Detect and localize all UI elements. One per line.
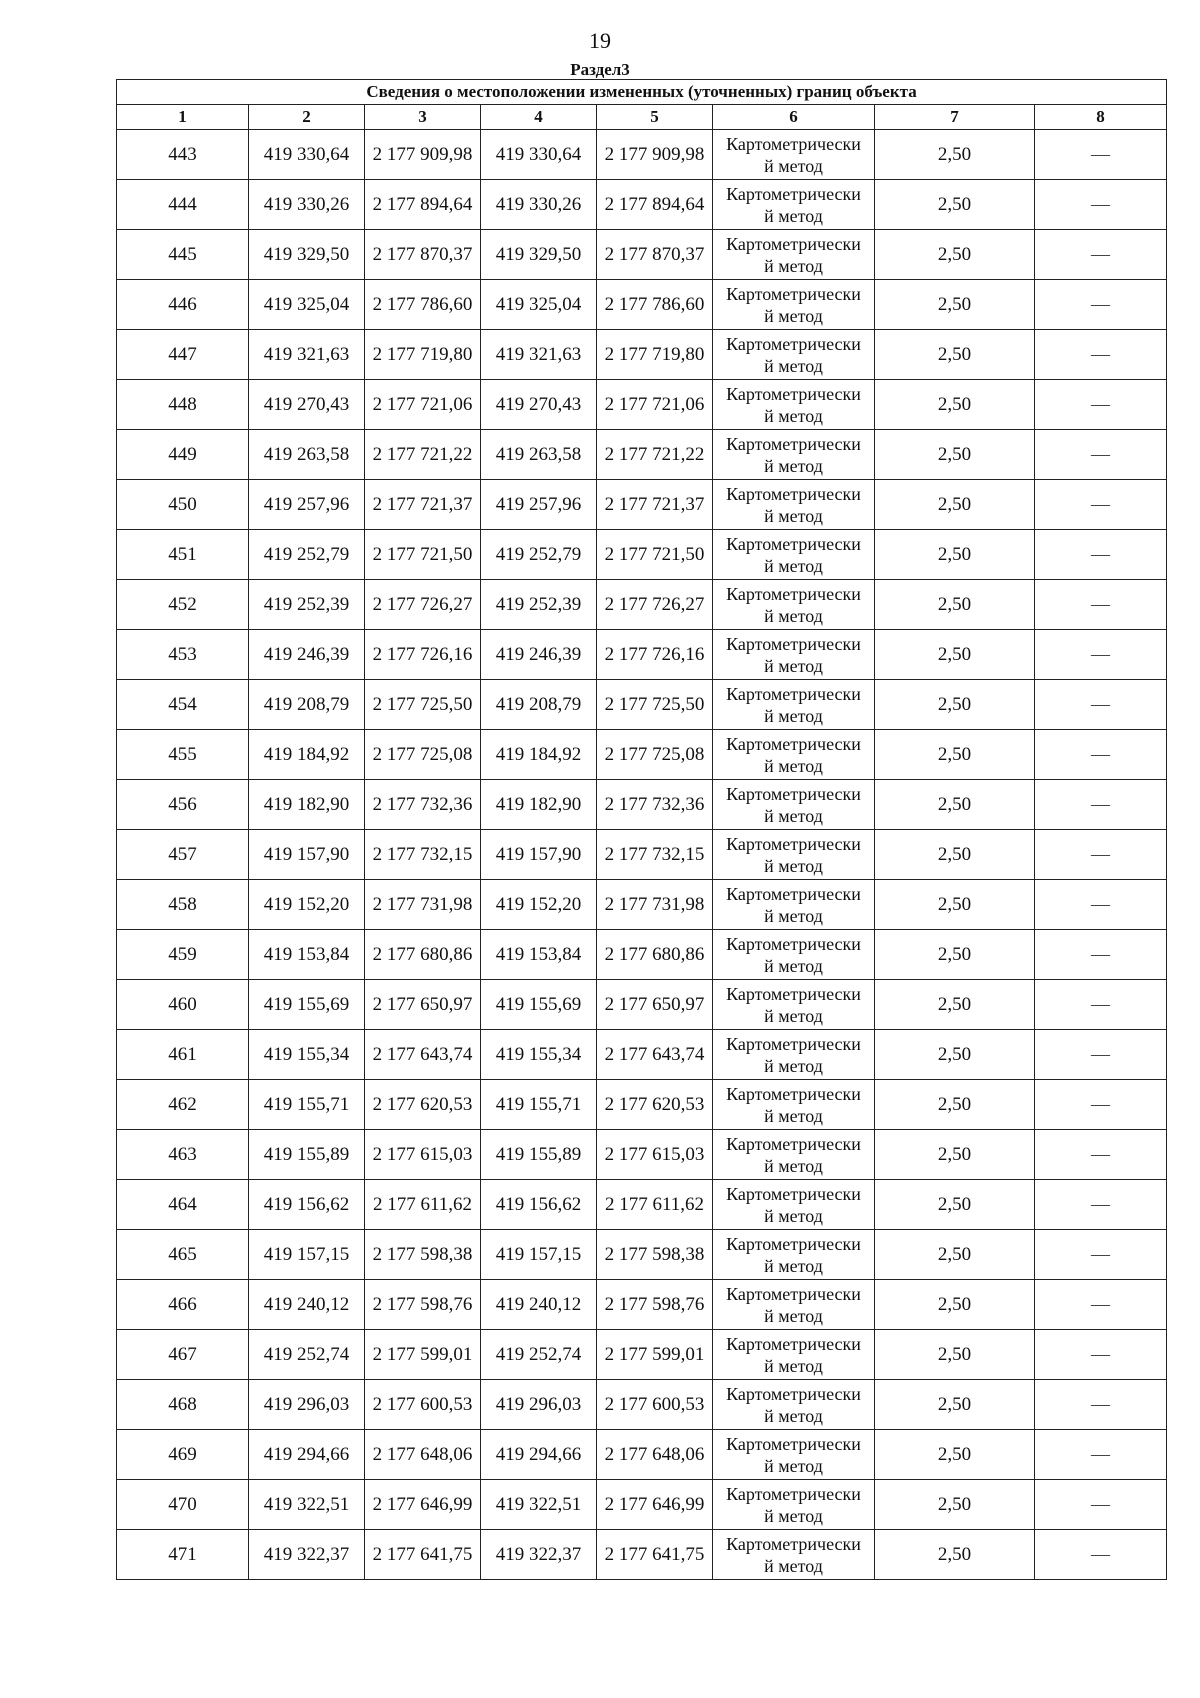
table-cell-col-6: Картометрически й метод bbox=[713, 1230, 875, 1280]
table-row bbox=[117, 530, 1167, 580]
table-row bbox=[117, 1180, 1167, 1230]
table-row bbox=[117, 1280, 1167, 1330]
table-cell-col-2: 419 182,90 bbox=[249, 780, 365, 830]
table-row bbox=[117, 880, 1167, 930]
table-cell-col-6: Картометрически й метод bbox=[713, 130, 875, 180]
table-cell-col-8: — bbox=[1035, 380, 1167, 430]
table-cell-col-2: 419 270,43 bbox=[249, 380, 365, 430]
table-cell-col-4: 419 252,39 bbox=[481, 580, 597, 630]
table-cell-col-7: 2,50 bbox=[875, 1430, 1035, 1480]
column-header-3: 3 bbox=[365, 105, 481, 130]
table-row bbox=[117, 430, 1167, 480]
table-cell-col-2: 419 329,50 bbox=[249, 230, 365, 280]
table-cell-col-6: Картометрически й метод bbox=[713, 580, 875, 630]
table-cell-col-4: 419 329,50 bbox=[481, 230, 597, 280]
table-cell-col-3: 2 177 732,36 bbox=[365, 780, 481, 830]
table-cell-col-8: — bbox=[1035, 680, 1167, 730]
table-cell-col-5: 2 177 620,53 bbox=[597, 1080, 713, 1130]
column-header-5: 5 bbox=[597, 105, 713, 130]
table-cell-col-7: 2,50 bbox=[875, 230, 1035, 280]
table-cell-col-1: 470 bbox=[117, 1480, 249, 1530]
table-cell-col-7: 2,50 bbox=[875, 1180, 1035, 1230]
table-cell-col-6: Картометрически й метод bbox=[713, 1430, 875, 1480]
table-cell-col-7: 2,50 bbox=[875, 1030, 1035, 1080]
table-cell-col-8: — bbox=[1035, 780, 1167, 830]
table-cell-col-3: 2 177 725,50 bbox=[365, 680, 481, 730]
table-row bbox=[117, 580, 1167, 630]
table-cell-col-3: 2 177 726,16 bbox=[365, 630, 481, 680]
table-cell-col-6: Картометрически й метод bbox=[713, 880, 875, 930]
table-cell-col-5: 2 177 650,97 bbox=[597, 980, 713, 1030]
table-row bbox=[117, 1330, 1167, 1380]
table-cell-col-5: 2 177 641,75 bbox=[597, 1530, 713, 1580]
table-caption: Сведения о местоположении измененных (уточненных) границ объекта bbox=[117, 80, 1167, 105]
table-cell-col-5: 2 177 598,38 bbox=[597, 1230, 713, 1280]
table-cell-col-4: 419 155,71 bbox=[481, 1080, 597, 1130]
table-cell-col-3: 2 177 726,27 bbox=[365, 580, 481, 630]
table-row bbox=[117, 1080, 1167, 1130]
table-cell-col-6: Картометрически й метод bbox=[713, 330, 875, 380]
table-row bbox=[117, 1380, 1167, 1430]
table-cell-col-3: 2 177 599,01 bbox=[365, 1330, 481, 1380]
table-row bbox=[117, 330, 1167, 380]
table-cell-col-2: 419 155,71 bbox=[249, 1080, 365, 1130]
table-cell-col-1: 450 bbox=[117, 480, 249, 530]
table-cell-col-8: — bbox=[1035, 530, 1167, 580]
table-cell-col-6: Картометрически й метод bbox=[713, 1380, 875, 1430]
table-cell-col-3: 2 177 620,53 bbox=[365, 1080, 481, 1130]
table-cell-col-4: 419 240,12 bbox=[481, 1280, 597, 1330]
table-cell-col-1: 449 bbox=[117, 430, 249, 480]
table-body bbox=[117, 130, 1167, 1580]
table-cell-col-2: 419 294,66 bbox=[249, 1430, 365, 1480]
table-cell-col-1: 448 bbox=[117, 380, 249, 430]
table-cell-col-5: 2 177 680,86 bbox=[597, 930, 713, 980]
table-cell-col-3: 2 177 725,08 bbox=[365, 730, 481, 780]
table-row bbox=[117, 280, 1167, 330]
table-row bbox=[117, 630, 1167, 680]
table-cell-col-4: 419 321,63 bbox=[481, 330, 597, 380]
table-row bbox=[117, 380, 1167, 430]
table-cell-col-8: — bbox=[1035, 1330, 1167, 1380]
table-row bbox=[117, 730, 1167, 780]
table-cell-col-5: 2 177 725,50 bbox=[597, 680, 713, 730]
table-cell-col-2: 419 240,12 bbox=[249, 1280, 365, 1330]
table-cell-col-1: 466 bbox=[117, 1280, 249, 1330]
table-cell-col-1: 443 bbox=[117, 130, 249, 180]
table-cell-col-1: 453 bbox=[117, 630, 249, 680]
table-cell-col-2: 419 155,69 bbox=[249, 980, 365, 1030]
table-cell-col-2: 419 322,51 bbox=[249, 1480, 365, 1530]
column-header-7: 7 bbox=[875, 105, 1035, 130]
table-cell-col-3: 2 177 786,60 bbox=[365, 280, 481, 330]
table-cell-col-7: 2,50 bbox=[875, 630, 1035, 680]
table-cell-col-5: 2 177 721,50 bbox=[597, 530, 713, 580]
table-cell-col-1: 459 bbox=[117, 930, 249, 980]
table-row bbox=[117, 230, 1167, 280]
table-cell-col-5: 2 177 615,03 bbox=[597, 1130, 713, 1180]
table-cell-col-5: 2 177 786,60 bbox=[597, 280, 713, 330]
table-cell-col-5: 2 177 719,80 bbox=[597, 330, 713, 380]
table-cell-col-5: 2 177 646,99 bbox=[597, 1480, 713, 1530]
table-cell-col-8: — bbox=[1035, 1080, 1167, 1130]
table-cell-col-2: 419 325,04 bbox=[249, 280, 365, 330]
table-cell-col-3: 2 177 731,98 bbox=[365, 880, 481, 930]
table-cell-col-8: — bbox=[1035, 1530, 1167, 1580]
table-cell-col-1: 462 bbox=[117, 1080, 249, 1130]
table-cell-col-7: 2,50 bbox=[875, 330, 1035, 380]
table-cell-col-1: 461 bbox=[117, 1030, 249, 1080]
table-cell-col-3: 2 177 643,74 bbox=[365, 1030, 481, 1080]
table-cell-col-6: Картометрически й метод bbox=[713, 830, 875, 880]
table-cell-col-7: 2,50 bbox=[875, 1080, 1035, 1130]
table-cell-col-6: Картометрически й метод bbox=[713, 630, 875, 680]
table-cell-col-7: 2,50 bbox=[875, 730, 1035, 780]
table-cell-col-8: — bbox=[1035, 280, 1167, 330]
table-cell-col-3: 2 177 721,06 bbox=[365, 380, 481, 430]
table-row bbox=[117, 1230, 1167, 1280]
table-cell-col-6: Картометрически й метод bbox=[713, 1530, 875, 1580]
table-cell-col-5: 2 177 731,98 bbox=[597, 880, 713, 930]
table-cell-col-1: 458 bbox=[117, 880, 249, 930]
column-header-1: 1 bbox=[117, 105, 249, 130]
table-cell-col-3: 2 177 870,37 bbox=[365, 230, 481, 280]
table-cell-col-7: 2,50 bbox=[875, 280, 1035, 330]
table-cell-col-8: — bbox=[1035, 880, 1167, 930]
column-header-6: 6 bbox=[713, 105, 875, 130]
table-cell-col-2: 419 321,63 bbox=[249, 330, 365, 380]
table-cell-col-2: 419 157,15 bbox=[249, 1230, 365, 1280]
table-cell-col-1: 456 bbox=[117, 780, 249, 830]
table-cell-col-7: 2,50 bbox=[875, 880, 1035, 930]
table-cell-col-2: 419 330,64 bbox=[249, 130, 365, 180]
boundary-table bbox=[116, 79, 1167, 1580]
table-cell-col-3: 2 177 600,53 bbox=[365, 1380, 481, 1430]
table-cell-col-1: 445 bbox=[117, 230, 249, 280]
column-header-row bbox=[117, 105, 1167, 130]
table-cell-col-7: 2,50 bbox=[875, 1380, 1035, 1430]
table-row bbox=[117, 830, 1167, 880]
table-cell-col-5: 2 177 870,37 bbox=[597, 230, 713, 280]
table-cell-col-3: 2 177 641,75 bbox=[365, 1530, 481, 1580]
table-cell-col-6: Картометрически й метод bbox=[713, 980, 875, 1030]
table-cell-col-6: Картометрически й метод bbox=[713, 780, 875, 830]
table-cell-col-4: 419 330,64 bbox=[481, 130, 597, 180]
section-title: Раздел3 bbox=[570, 60, 630, 79]
table-cell-col-4: 419 257,96 bbox=[481, 480, 597, 530]
table-cell-col-8: — bbox=[1035, 180, 1167, 230]
table-cell-col-5: 2 177 726,16 bbox=[597, 630, 713, 680]
table-cell-col-7: 2,50 bbox=[875, 1530, 1035, 1580]
table-cell-col-7: 2,50 bbox=[875, 830, 1035, 880]
table-cell-col-6: Картометрически й метод bbox=[713, 1280, 875, 1330]
table-cell-col-6: Картометрически й метод bbox=[713, 930, 875, 980]
table-cell-col-7: 2,50 bbox=[875, 1280, 1035, 1330]
table-cell-col-6: Картометрически й метод bbox=[713, 430, 875, 480]
table-cell-col-3: 2 177 650,97 bbox=[365, 980, 481, 1030]
table-head bbox=[117, 80, 1167, 130]
table-cell-col-4: 419 294,66 bbox=[481, 1430, 597, 1480]
table-cell-col-6: Картометрически й метод bbox=[713, 1030, 875, 1080]
table-cell-col-5: 2 177 598,76 bbox=[597, 1280, 713, 1330]
table-cell-col-2: 419 263,58 bbox=[249, 430, 365, 480]
table-cell-col-2: 419 322,37 bbox=[249, 1530, 365, 1580]
column-header-8: 8 bbox=[1035, 105, 1167, 130]
table-cell-col-4: 419 252,79 bbox=[481, 530, 597, 580]
table-cell-col-6: Картометрически й метод bbox=[713, 480, 875, 530]
table-cell-col-2: 419 296,03 bbox=[249, 1380, 365, 1430]
table-cell-col-7: 2,50 bbox=[875, 530, 1035, 580]
table-cell-col-2: 419 155,89 bbox=[249, 1130, 365, 1180]
table-cell-col-8: — bbox=[1035, 230, 1167, 280]
table-cell-col-8: — bbox=[1035, 980, 1167, 1030]
table-cell-col-3: 2 177 611,62 bbox=[365, 1180, 481, 1230]
table-cell-col-5: 2 177 721,22 bbox=[597, 430, 713, 480]
table-cell-col-1: 447 bbox=[117, 330, 249, 380]
table-cell-col-3: 2 177 894,64 bbox=[365, 180, 481, 230]
table-cell-col-4: 419 155,89 bbox=[481, 1130, 597, 1180]
table-cell-col-2: 419 252,39 bbox=[249, 580, 365, 630]
table-cell-col-5: 2 177 600,53 bbox=[597, 1380, 713, 1430]
table-cell-col-2: 419 208,79 bbox=[249, 680, 365, 730]
table-cell-col-1: 454 bbox=[117, 680, 249, 730]
column-header-2: 2 bbox=[249, 105, 365, 130]
table-cell-col-2: 419 252,79 bbox=[249, 530, 365, 580]
table-cell-col-7: 2,50 bbox=[875, 980, 1035, 1030]
table-cell-col-3: 2 177 719,80 bbox=[365, 330, 481, 380]
table-cell-col-8: — bbox=[1035, 730, 1167, 780]
table-cell-col-5: 2 177 732,36 bbox=[597, 780, 713, 830]
table-cell-col-6: Картометрически й метод bbox=[713, 730, 875, 780]
table-cell-col-1: 463 bbox=[117, 1130, 249, 1180]
table-cell-col-1: 460 bbox=[117, 980, 249, 1030]
table-cell-col-4: 419 322,51 bbox=[481, 1480, 597, 1530]
table-cell-col-3: 2 177 646,99 bbox=[365, 1480, 481, 1530]
table-cell-col-2: 419 157,90 bbox=[249, 830, 365, 880]
table-cell-col-2: 419 153,84 bbox=[249, 930, 365, 980]
table-cell-col-7: 2,50 bbox=[875, 180, 1035, 230]
table-cell-col-1: 469 bbox=[117, 1430, 249, 1480]
table-cell-col-4: 419 246,39 bbox=[481, 630, 597, 680]
table-cell-col-4: 419 155,34 bbox=[481, 1030, 597, 1080]
table-cell-col-5: 2 177 894,64 bbox=[597, 180, 713, 230]
table-cell-col-6: Картометрически й метод bbox=[713, 380, 875, 430]
table-cell-col-8: — bbox=[1035, 1380, 1167, 1430]
table-row bbox=[117, 1030, 1167, 1080]
table-cell-col-3: 2 177 615,03 bbox=[365, 1130, 481, 1180]
table-cell-col-6: Картометрически й метод bbox=[713, 1480, 875, 1530]
table-cell-col-1: 468 bbox=[117, 1380, 249, 1430]
table-cell-col-5: 2 177 611,62 bbox=[597, 1180, 713, 1230]
table-cell-col-3: 2 177 909,98 bbox=[365, 130, 481, 180]
table-cell-col-5: 2 177 648,06 bbox=[597, 1430, 713, 1480]
table-cell-col-8: — bbox=[1035, 130, 1167, 180]
table-cell-col-8: — bbox=[1035, 1230, 1167, 1280]
table-cell-col-4: 419 296,03 bbox=[481, 1380, 597, 1430]
table-cell-col-7: 2,50 bbox=[875, 680, 1035, 730]
table-cell-col-1: 446 bbox=[117, 280, 249, 330]
table-row bbox=[117, 1130, 1167, 1180]
table-cell-col-2: 419 257,96 bbox=[249, 480, 365, 530]
table-cell-col-4: 419 252,74 bbox=[481, 1330, 597, 1380]
table-cell-col-4: 419 153,84 bbox=[481, 930, 597, 980]
table-cell-col-4: 419 325,04 bbox=[481, 280, 597, 330]
table-cell-col-7: 2,50 bbox=[875, 1330, 1035, 1380]
table-cell-col-3: 2 177 721,22 bbox=[365, 430, 481, 480]
table-cell-col-8: — bbox=[1035, 630, 1167, 680]
table-cell-col-2: 419 246,39 bbox=[249, 630, 365, 680]
table-cell-col-5: 2 177 725,08 bbox=[597, 730, 713, 780]
table-cell-col-6: Картометрически й метод bbox=[713, 1180, 875, 1230]
table-cell-col-1: 457 bbox=[117, 830, 249, 880]
table-cell-col-8: — bbox=[1035, 480, 1167, 530]
table-cell-col-5: 2 177 599,01 bbox=[597, 1330, 713, 1380]
table-cell-col-5: 2 177 909,98 bbox=[597, 130, 713, 180]
table-cell-col-1: 465 bbox=[117, 1230, 249, 1280]
table-cell-col-3: 2 177 598,38 bbox=[365, 1230, 481, 1280]
table-cell-col-5: 2 177 726,27 bbox=[597, 580, 713, 630]
table-cell-col-8: — bbox=[1035, 1480, 1167, 1530]
table-cell-col-5: 2 177 643,74 bbox=[597, 1030, 713, 1080]
table-cell-col-1: 455 bbox=[117, 730, 249, 780]
table-cell-col-6: Картометрически й метод bbox=[713, 680, 875, 730]
table-cell-col-2: 419 152,20 bbox=[249, 880, 365, 930]
table-cell-col-3: 2 177 598,76 bbox=[365, 1280, 481, 1330]
table-cell-col-7: 2,50 bbox=[875, 480, 1035, 530]
table-cell-col-5: 2 177 732,15 bbox=[597, 830, 713, 880]
table-cell-col-3: 2 177 648,06 bbox=[365, 1430, 481, 1480]
column-header-4: 4 bbox=[481, 105, 597, 130]
table-cell-col-1: 452 bbox=[117, 580, 249, 630]
table-cell-col-8: — bbox=[1035, 1430, 1167, 1480]
table-cell-col-2: 419 155,34 bbox=[249, 1030, 365, 1080]
table-cell-col-7: 2,50 bbox=[875, 380, 1035, 430]
table-caption-row bbox=[117, 80, 1167, 105]
table-row bbox=[117, 480, 1167, 530]
table-cell-col-3: 2 177 732,15 bbox=[365, 830, 481, 880]
table-cell-col-6: Картометрически й метод bbox=[713, 230, 875, 280]
table-cell-col-6: Картометрически й метод bbox=[713, 1130, 875, 1180]
table-row bbox=[117, 1530, 1167, 1580]
table-cell-col-8: — bbox=[1035, 580, 1167, 630]
table-cell-col-4: 419 263,58 bbox=[481, 430, 597, 480]
table-cell-col-4: 419 157,90 bbox=[481, 830, 597, 880]
page-number: 19 bbox=[589, 28, 611, 53]
table-cell-col-4: 419 182,90 bbox=[481, 780, 597, 830]
table-cell-col-3: 2 177 680,86 bbox=[365, 930, 481, 980]
table-cell-col-6: Картометрически й метод bbox=[713, 180, 875, 230]
table-cell-col-7: 2,50 bbox=[875, 430, 1035, 480]
table-cell-col-4: 419 208,79 bbox=[481, 680, 597, 730]
table-cell-col-8: — bbox=[1035, 330, 1167, 380]
table-cell-col-7: 2,50 bbox=[875, 1480, 1035, 1530]
table-cell-col-7: 2,50 bbox=[875, 780, 1035, 830]
table-cell-col-3: 2 177 721,50 bbox=[365, 530, 481, 580]
table-cell-col-6: Картометрически й метод bbox=[713, 1330, 875, 1380]
table-cell-col-8: — bbox=[1035, 930, 1167, 980]
table-cell-col-4: 419 155,69 bbox=[481, 980, 597, 1030]
table-cell-col-1: 444 bbox=[117, 180, 249, 230]
table-cell-col-4: 419 152,20 bbox=[481, 880, 597, 930]
table-cell-col-2: 419 156,62 bbox=[249, 1180, 365, 1230]
table-row bbox=[117, 130, 1167, 180]
table-cell-col-8: — bbox=[1035, 1030, 1167, 1080]
table-cell-col-7: 2,50 bbox=[875, 1130, 1035, 1180]
table-row bbox=[117, 680, 1167, 730]
table-cell-col-4: 419 157,15 bbox=[481, 1230, 597, 1280]
table-row bbox=[117, 180, 1167, 230]
table-cell-col-1: 451 bbox=[117, 530, 249, 580]
table-cell-col-4: 419 156,62 bbox=[481, 1180, 597, 1230]
table-row bbox=[117, 1480, 1167, 1530]
table-cell-col-6: Картометрически й метод bbox=[713, 280, 875, 330]
table-cell-col-8: — bbox=[1035, 1280, 1167, 1330]
table-cell-col-8: — bbox=[1035, 1130, 1167, 1180]
table-cell-col-4: 419 322,37 bbox=[481, 1530, 597, 1580]
table-cell-col-8: — bbox=[1035, 430, 1167, 480]
table-cell-col-6: Картометрически й метод bbox=[713, 1080, 875, 1130]
table-cell-col-4: 419 330,26 bbox=[481, 180, 597, 230]
table-cell-col-2: 419 252,74 bbox=[249, 1330, 365, 1380]
table-cell-col-1: 467 bbox=[117, 1330, 249, 1380]
table-row bbox=[117, 980, 1167, 1030]
table-cell-col-7: 2,50 bbox=[875, 930, 1035, 980]
table-row bbox=[117, 780, 1167, 830]
table-cell-col-7: 2,50 bbox=[875, 580, 1035, 630]
table-cell-col-4: 419 270,43 bbox=[481, 380, 597, 430]
table-cell-col-5: 2 177 721,37 bbox=[597, 480, 713, 530]
table-cell-col-7: 2,50 bbox=[875, 130, 1035, 180]
table-cell-col-6: Картометрически й метод bbox=[713, 530, 875, 580]
table-cell-col-1: 464 bbox=[117, 1180, 249, 1230]
table-cell-col-3: 2 177 721,37 bbox=[365, 480, 481, 530]
table-cell-col-8: — bbox=[1035, 1180, 1167, 1230]
table-cell-col-2: 419 330,26 bbox=[249, 180, 365, 230]
table-row bbox=[117, 1430, 1167, 1480]
table-cell-col-8: — bbox=[1035, 830, 1167, 880]
table-cell-col-2: 419 184,92 bbox=[249, 730, 365, 780]
table-cell-col-7: 2,50 bbox=[875, 1230, 1035, 1280]
table-cell-col-5: 2 177 721,06 bbox=[597, 380, 713, 430]
table-row bbox=[117, 930, 1167, 980]
table-cell-col-4: 419 184,92 bbox=[481, 730, 597, 780]
table-cell-col-1: 471 bbox=[117, 1530, 249, 1580]
